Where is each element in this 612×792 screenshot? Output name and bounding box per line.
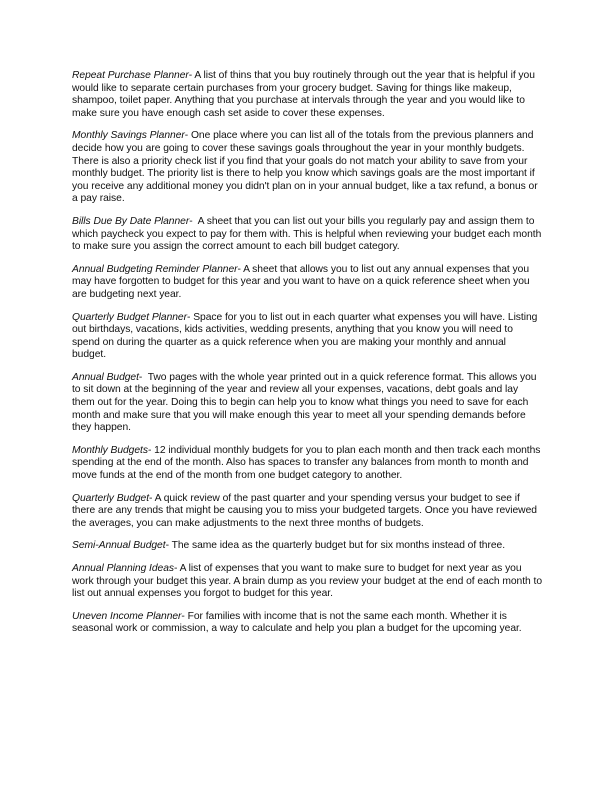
entry-separator: - bbox=[181, 610, 188, 622]
entry-body: Space for you to list out in each quarter what expenses you will have. Listing out birthdays, vacations, kids activities, wedding presents, anything that you know you will need to spend on during the quarter as a quick reference when you are making your monthly and annual budget. bbox=[72, 311, 538, 361]
entry-annual-budget bbox=[72, 372, 542, 435]
entry-separator: - bbox=[187, 311, 194, 323]
entry-body: A quick review of the past quarter and your spending versus your budget to see if there are any trends that might be causing you to miss your budgeted targets. Once you have reviewed the averages, you can make adjustments to the next three months of budgets. bbox=[72, 492, 537, 529]
entry-body: A list of expenses that you want to make sure to budget for next year as you work through your budget this year. A brain dump as you review your budget at the end of each month to list out annual expenses you forgot to budget for this year. bbox=[72, 563, 542, 600]
entry-bills-due-by-date-planner bbox=[72, 216, 542, 254]
entry-monthly-savings-planner bbox=[72, 130, 542, 206]
entry-title: Repeat Purchase Planner bbox=[72, 70, 189, 81]
entry-title: Quarterly Budget bbox=[72, 492, 150, 504]
entry-body: 12 individual monthly budgets for you to plan each month and then track each months spending at the end of the month. Also has spaces to transfer any balances from month to month and move funds at the end of the month from one budget category to another. bbox=[72, 444, 541, 482]
entry-uneven-income-planner bbox=[72, 611, 542, 636]
entry-title: Uneven Income Planner bbox=[72, 610, 182, 622]
entry-title: Annual Budgeting Reminder Planner bbox=[72, 263, 238, 275]
entry-separator: - bbox=[188, 70, 195, 81]
entry-body: For families with income that is not the same each month. Whether it is seasonal work or commission, a way to calculate and help you plan a budget for the upcoming year. bbox=[72, 610, 522, 635]
entry-title: Quarterly Budget Planner bbox=[72, 311, 187, 323]
entry-body: Two pages with the whole year printed out in a quick reference format. This allows you to sit down at the beginning of the year and review all your expenses, vacations, debt goals and lay them out for the year. Doing this to begin can help you to know what things you need to save for each month and make sure that you will make enough this year to meet all your spending demands before they happen. bbox=[72, 371, 537, 434]
entry-quarterly-budget-planner bbox=[72, 312, 542, 362]
entry-repeat-purchase-planner bbox=[72, 70, 542, 120]
entry-quarterly-budget bbox=[72, 493, 542, 531]
entry-body: A sheet that you can list out your bills you regularly pay and assign them to which paycheck you expect to pay for them with. This is helpful when reviewing your budget each month to make sure you assign the correct amount to each bill budget category. bbox=[72, 215, 542, 253]
entry-separator: - bbox=[165, 540, 172, 552]
entry-title: Monthly Savings Planner bbox=[72, 130, 185, 142]
entry-separator: - bbox=[237, 263, 244, 275]
entry-body: One place where you can list all of the totals from the previous planners and decide how you are going to cover these savings goals throughout the year in your monthly budgets. There is also a priority check list if you find that your goals do not match your ability to save from your monthly budget. The priority list is there to help you know which savings goals are the most important if you receive any additional money you didn't plan on in your annual budget, like a tax refund, a bonus or a pay raise. bbox=[72, 130, 538, 205]
entry-annual-budgeting-reminder-planner bbox=[72, 264, 542, 302]
entry-semi-annual-budget bbox=[72, 540, 542, 553]
entry-title: Annual Budget bbox=[72, 371, 139, 383]
entry-title: Annual Planning Ideas bbox=[72, 563, 174, 574]
entry-body: A list of thins that you buy routinely through out the year that is helpful if you would like to separate certain purchases from your grocery budget. Saving for things like makeup, shampoo, toilet paper. Anything that you purchase at intervals through the year and you would like to make sure you have enough cash set aside to cover these expenses. bbox=[72, 70, 535, 119]
entry-separator: - bbox=[138, 371, 148, 383]
entry-annual-planning-ideas bbox=[72, 563, 542, 601]
entry-title: Monthly Budgets bbox=[72, 444, 148, 456]
document-page bbox=[72, 70, 542, 646]
entry-separator: - bbox=[184, 130, 191, 142]
entry-separator: - bbox=[174, 563, 180, 574]
entry-body: The same idea as the quarterly budget but for six months instead of three. bbox=[171, 540, 506, 552]
entry-separator: - bbox=[147, 444, 155, 456]
entry-title: Semi-Annual Budget bbox=[72, 540, 166, 552]
entry-separator: - bbox=[189, 215, 198, 227]
entry-body: A sheet that allows you to list out any annual expenses that you may have forgotten to budget for this year and you want to have on a quick reference sheet when you are budgeting next year. bbox=[72, 263, 530, 300]
entry-separator: - bbox=[149, 492, 155, 504]
entry-title: Bills Due By Date Planner bbox=[72, 215, 190, 227]
entry-monthly-budgets bbox=[72, 445, 542, 483]
